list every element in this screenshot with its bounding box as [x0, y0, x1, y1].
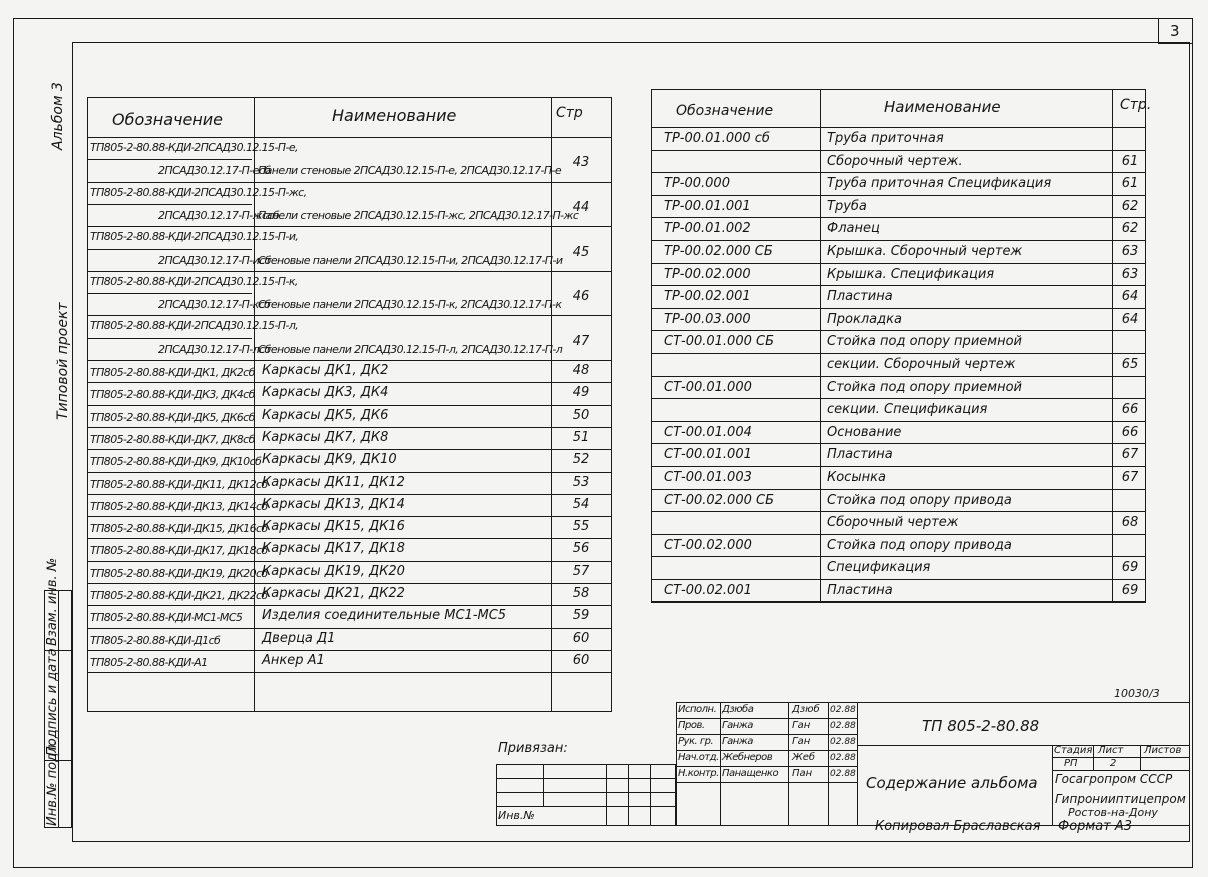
right-name: Косынка [827, 470, 886, 485]
signature-role: Н.контр. [678, 768, 719, 779]
left-page: 58 [572, 586, 590, 601]
row-line [87, 516, 612, 517]
row-line [87, 226, 612, 227]
right-name: секции. Спецификация [827, 402, 988, 418]
org-city: Ростов-на-Дону [1068, 806, 1158, 819]
row-line [651, 308, 1146, 309]
right-header-page: Стр. [1120, 97, 1152, 113]
right-designation: ТР-00.01.001 [664, 198, 751, 214]
signature-mark: Дзюб [792, 704, 820, 715]
right-page: 67 [1121, 470, 1139, 485]
left-header-page: Стр [556, 105, 583, 121]
right-page: 64 [1121, 289, 1139, 305]
row-line [87, 672, 612, 673]
row-line [651, 556, 1146, 557]
signature-role: Нач.отд. [678, 752, 719, 763]
left-page: 47 [572, 333, 590, 349]
left-designation-line1: ТП805-2-80.88-КДИ-2ПСАД30.12.15-П-и, [90, 230, 299, 244]
left-designation-line2: 2ПСАД30.12.17-П-есб [158, 164, 271, 178]
right-designation: ТР-00.02.001 [664, 289, 751, 305]
row-line [87, 293, 252, 294]
left-page: 44 [572, 199, 590, 215]
org-ministry: Госагропром СССР [1055, 772, 1173, 786]
left-name: Дверца Д1 [262, 630, 336, 646]
right-designation: СТ-00.02.000 СБ [664, 492, 774, 508]
row-line [651, 534, 1146, 535]
left-designation: ТП805-2-80.88-КДИ-ДК7, ДК8сб [90, 432, 255, 446]
left-name: Анкер А1 [262, 652, 325, 668]
side-stamp-replace: Взам. инв. № [45, 557, 60, 646]
left-page: 56 [572, 541, 590, 557]
left-name: Каркасы ДК9, ДК10 [262, 452, 397, 468]
left-page: 59 [572, 608, 590, 624]
right-name: Труба [827, 198, 867, 214]
signature-mark: Ган [792, 720, 811, 731]
row-line [87, 338, 252, 339]
row-line [651, 421, 1146, 422]
copied-by: Копировал Браславская [875, 819, 1041, 834]
row-line [87, 204, 252, 205]
row-line [651, 398, 1146, 399]
right-designation: СТ-00.02.000 [664, 537, 752, 553]
row-line [87, 182, 612, 183]
left-designation: ТП805-2-80.88-КДИ-ДК3, ДК4сб [90, 388, 255, 402]
left-name: Стеновые панели 2ПСАД30.12.15-П-к, 2ПСАД30.12.17-П-к [258, 298, 562, 312]
right-designation: СТ-00.02.001 [664, 583, 752, 598]
left-designation: ТП805-2-80.88-КДИ-ДК11, ДК12сб [90, 477, 268, 491]
right-name: Труба приточная [827, 131, 944, 146]
row-line [87, 427, 612, 428]
right-page: 64 [1121, 311, 1139, 327]
row-line [651, 263, 1146, 264]
row-line [87, 249, 252, 250]
right-name: Стойка под опору приемной [827, 379, 1022, 395]
side-stamp-sign: Подпись и дата [45, 648, 60, 756]
left-designation: ТП805-2-80.88-КДИ-ДК19, ДК20сб [90, 566, 268, 580]
left-name: Панели стеновые 2ПСАД30.12.15-П-е, 2ПСАД30.12.17-П-е [258, 164, 562, 178]
left-name: Стеновые панели 2ПСАД30.12.15-П-л, 2ПСАД30.12.17-П-л [258, 342, 563, 356]
left-page: 60 [572, 630, 590, 646]
row-line [651, 443, 1146, 444]
right-page: 65 [1121, 357, 1139, 372]
left-name: Каркасы ДК13, ДК14 [262, 496, 405, 512]
right-name: Пластина [827, 289, 893, 305]
left-designation: ТП805-2-80.88-КДИ-ДК17, ДК18сб [90, 544, 268, 558]
sheet-value: 2 [1110, 758, 1117, 769]
row-line [651, 489, 1146, 490]
left-name: Каркасы ДК11, ДК12 [262, 474, 405, 490]
left-designation: ТП805-2-80.88-КДИ-ДК5, ДК6сб [90, 410, 255, 424]
left-page: 48 [572, 363, 590, 378]
row-line [651, 217, 1146, 218]
left-page: 54 [572, 496, 590, 512]
right-name: Крышка. Спецификация [827, 266, 995, 282]
row-line [87, 449, 612, 450]
left-designation-line1: ТП805-2-80.88-КДИ-2ПСАД30.12.15-П-л, [90, 319, 299, 333]
right-designation: ТР-00.02.000 [664, 266, 751, 282]
signature-name: Панащенко [722, 768, 779, 779]
right-name: Основание [827, 424, 902, 440]
signature-name: Ганжа [722, 720, 753, 731]
right-name: Крышка. Сборочный чертеж [827, 244, 1023, 259]
left-designation: ТП805-2-80.88-КДИ-ДК1, ДК2сб [90, 366, 255, 379]
side-stamp-inv: Инв.№ подл. [45, 740, 60, 826]
right-name: Стойка под опору привода [827, 492, 1012, 508]
row-line [651, 195, 1146, 196]
signature-role: Исполн. [678, 704, 717, 715]
row-line [651, 172, 1146, 173]
left-page: 52 [572, 452, 590, 468]
row-line [651, 511, 1146, 512]
row-line [651, 466, 1146, 467]
left-name: Каркасы ДК17, ДК18 [262, 541, 405, 557]
row-line [87, 605, 612, 606]
right-designation: СТ-00.01.000 СБ [664, 334, 774, 350]
signature-name: Ганжа [722, 736, 753, 747]
signature-date: 02.88 [830, 753, 856, 763]
left-name: Стеновые панели 2ПСАД30.12.15-П-и, 2ПСАД30.12.17-П-и [258, 253, 563, 267]
left-designation-line1: ТП805-2-80.88-КДИ-2ПСАД30.12.15-П-к, [90, 274, 298, 288]
signature-date: 02.88 [830, 769, 856, 779]
right-name: Спецификация [827, 560, 931, 576]
row-line [651, 330, 1146, 331]
left-name: Каркасы ДК3, ДК4 [262, 385, 389, 401]
right-page: 62 [1121, 198, 1139, 214]
right-designation: СТ-00.01.004 [664, 424, 752, 440]
left-designation: ТП805-2-80.88-КДИ-А1 [90, 655, 208, 669]
right-name: Пластина [827, 447, 893, 463]
stage-label: Стадия [1054, 745, 1093, 756]
row-line [651, 353, 1146, 354]
left-name: Изделия соединительные МС1-МС5 [262, 608, 507, 624]
left-designation-line1: ТП805-2-80.88-КДИ-2ПСАД30.12.15-П-жс, [90, 185, 307, 199]
left-page: 57 [572, 563, 590, 579]
left-name: Каркасы ДК15, ДК16 [262, 519, 405, 535]
left-name: Каркасы ДК7, ДК8 [262, 429, 389, 445]
right-name: Труба приточная Спецификация [827, 176, 1052, 192]
right-name: Сборочный чертеж. [827, 153, 963, 169]
row-line [87, 494, 612, 495]
right-designation: ТР-00.01.002 [664, 221, 751, 237]
row-line [651, 150, 1146, 151]
doc-code: 10030/3 [1114, 687, 1160, 700]
privyazan-label: Привязан: [498, 741, 568, 756]
row-line [87, 628, 612, 629]
right-designation: ТР-00.02.000 СБ [664, 244, 773, 259]
right-page: 61 [1121, 153, 1139, 169]
row-line [87, 650, 612, 651]
signature-mark: Жеб [792, 752, 816, 763]
row-line [651, 579, 1146, 580]
left-designation: ТП805-2-80.88-КДИ-ДК9, ДК10сб [90, 455, 262, 469]
signature-date: 02.88 [830, 721, 856, 731]
signature-mark: Ган [792, 736, 811, 747]
row-line [87, 382, 612, 383]
right-name: Стойка под опору приемной [827, 334, 1022, 350]
right-page: 63 [1121, 266, 1139, 282]
row-line [651, 602, 1146, 603]
left-header-designation: Обозначение [112, 110, 224, 129]
left-designation: ТП805-2-80.88-КДИ-МС1-МС5 [90, 611, 243, 625]
left-name: Панели стеновые 2ПСАД30.12.15-П-жс, 2ПСАД30.12.17-П-жс [258, 208, 579, 222]
signature-date: 02.88 [830, 705, 856, 715]
right-designation: ТР-00.01.000 сб [664, 131, 770, 146]
left-header-name: Наименование [332, 106, 457, 125]
left-name: Каркасы ДК5, ДК6 [262, 407, 389, 423]
left-designation-line1: ТП805-2-80.88-КДИ-2ПСАД30.12.15-П-е, [90, 141, 298, 154]
left-page: 53 [572, 474, 590, 490]
left-designation: ТП805-2-80.88-КДИ-ДК13, ДК14сб [90, 499, 268, 513]
left-designation-line2: 2ПСАД30.12.17-П-жссб [158, 208, 280, 222]
right-header-designation: Обозначение [676, 103, 774, 119]
right-name: Фланец [827, 221, 880, 237]
signature-date: 02.88 [830, 737, 856, 747]
right-page: 69 [1121, 560, 1139, 576]
left-page: 46 [572, 289, 590, 305]
right-name: Стойка под опору привода [827, 537, 1012, 553]
right-page: 66 [1121, 424, 1139, 440]
row-line [651, 376, 1146, 377]
row-line [87, 561, 612, 562]
right-page: 66 [1121, 402, 1139, 418]
left-page: 45 [572, 244, 590, 260]
title-designation: ТП 805-2-80.88 [922, 717, 1040, 735]
left-designation-line2: 2ПСАД30.12.17-П-исб [158, 253, 271, 267]
row-line [87, 159, 252, 160]
row-line [87, 538, 612, 539]
right-page: 69 [1121, 583, 1139, 598]
row-line [87, 583, 612, 584]
sheet-label: Лист [1098, 745, 1124, 756]
row-line [651, 285, 1146, 286]
left-designation: ТП805-2-80.88-КДИ-ДК21, ДК22сб [90, 589, 268, 602]
right-designation: СТ-00.01.001 [664, 447, 752, 463]
title-album-name: Содержание альбома [866, 774, 1038, 792]
row-line [87, 472, 612, 473]
signature-name: Жебнеров [722, 752, 773, 763]
project-label: Типовой проект [55, 302, 71, 420]
row-line [87, 360, 612, 361]
sheet-number: 3 [1170, 22, 1180, 40]
row-line [87, 315, 612, 316]
right-designation: СТ-00.01.003 [664, 470, 752, 485]
left-designation-line2: 2ПСАД30.12.17-П-лсб [158, 342, 271, 356]
left-page: 43 [572, 155, 590, 171]
signature-role: Пров. [678, 720, 705, 731]
right-name: Прокладка [827, 311, 902, 327]
row-line [87, 405, 612, 406]
right-page: 63 [1121, 244, 1139, 259]
right-page: 62 [1121, 221, 1139, 237]
right-name: Пластина [827, 583, 893, 598]
left-page: 60 [572, 652, 590, 668]
right-designation: ТР-00.000 [664, 176, 730, 192]
inv-label: Инв.№ [498, 809, 535, 822]
left-name: Каркасы ДК1, ДК2 [262, 363, 389, 378]
album-label: Альбом 3 [50, 82, 66, 150]
row-line [87, 271, 612, 272]
signature-name: Дзюба [722, 704, 754, 715]
signature-role: Рук. гр. [678, 736, 714, 747]
left-designation-line2: 2ПСАД30.12.17-П-ксб [158, 298, 271, 312]
sheets-label: Листов [1144, 745, 1182, 756]
row-line [651, 240, 1146, 241]
left-page: 49 [572, 385, 590, 401]
left-name: Каркасы ДК19, ДК20 [262, 563, 405, 579]
left-designation: ТП805-2-80.88-КДИ-ДК15, ДК16сб [90, 522, 268, 536]
left-designation: ТП805-2-80.88-КДИ-Д1сб [90, 633, 221, 647]
left-page: 51 [572, 429, 590, 445]
left-page: 55 [572, 519, 590, 535]
right-name: Сборочный чертеж [827, 515, 959, 531]
left-page: 50 [572, 407, 590, 423]
right-page: 68 [1121, 515, 1139, 531]
right-designation: ТР-00.03.000 [664, 311, 751, 327]
right-name: секции. Сборочный чертеж [827, 357, 1016, 372]
right-designation: СТ-00.01.000 [664, 379, 752, 395]
right-page: 67 [1121, 447, 1139, 463]
format-label: Формат А3 [1058, 819, 1133, 834]
right-header-name: Наименование [884, 98, 1001, 116]
stage-value: РП [1064, 758, 1078, 769]
org-institute: Гипронииптицепром [1055, 792, 1186, 806]
right-page: 61 [1121, 176, 1139, 192]
signature-mark: Пан [792, 768, 813, 779]
left-name: Каркасы ДК21, ДК22 [262, 586, 405, 601]
